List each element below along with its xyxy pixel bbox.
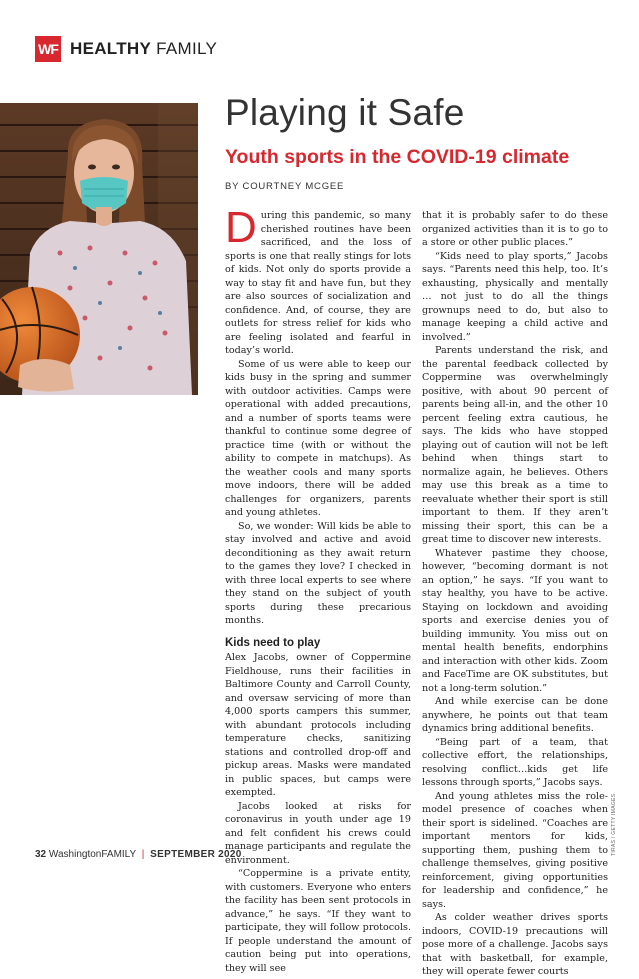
paragraph: As colder weather drives sports indoors, COVID-19 precautions will pose more of a challenge. Jacobs says that with basketball, for example, they will operate fewer courts	[422, 912, 608, 977]
article-column-2	[422, 209, 608, 979]
paragraph: “Coppermine is a private entity, with customers. Everyone who enters the facility has been sent protocols in advance,” he says. “If they want to participate, they will follow protocols. If people understand the amount of caution being put into operations, they will see	[225, 868, 411, 974]
paragraph: During this pandemic, so many cherished routines have been sacrificed, and the loss of sports is one that really stings for lots of kids. Not only do sports provide a way to stay fit and have fun, but they are also sources of socialization and confidence. And, of course, they are outlets for stress relief for kids who are feeling isolated and fearful in today’s world.	[225, 203, 411, 356]
paragraph: “Kids need to play sports,” Jacobs says. “Parents need this help, too. It’s exhausting, physically and mentally … not just to do all the things grownups need to do, but also to manage keeping a child active and involved.”	[422, 250, 608, 343]
issue-date: SEPTEMBER 2020	[150, 849, 242, 860]
paragraph: that it is probably safer to do these organized activities than it is to go to a store or other public places.”	[422, 210, 608, 248]
paragraph: Some of us were able to keep our kids busy in the spring and summer with outdoor activities. Camps were operational with added precautions, and a number of sports teams were thankful to continue some degree of practice time (with or without the ability to compete in matchups). As the weather cools and many sports move indoors, there will be added challenges for organizers, parents and young athletes.	[225, 358, 411, 518]
footer-separator: |	[141, 849, 145, 860]
article-title: Playing it Safe	[225, 92, 465, 133]
girl-with-basketball-photo	[0, 103, 198, 395]
paragraph: Whatever pastime they choose, however, “becoming dormant is not an option,” he says. “If you want to stay healthy, you have to be active. Staying on lockdown and avoiding sports and exercise denies you of building immunity. You miss out on mental health benefits, endorphins and interaction with other kids. Zoom and FaceTime are OK substitutes, but not a long-term solution.”	[422, 547, 608, 694]
page-footer	[35, 849, 242, 860]
section-heading: Kids need to play	[225, 636, 321, 649]
paragraph: So, we wonder: Will kids be able to stay involved and active and avoid deconditioning as they await return to the games they love? I checked in with three local experts to see where they stand on the subject of youth sports during these precarious months.	[225, 520, 411, 626]
section-header	[35, 34, 217, 63]
wf-logo: WF	[35, 36, 61, 62]
paragraph: Jacobs looked at risks for coronavirus in youth under age 19 and felt confident his crews could manage participants and regulate the environment.	[225, 800, 411, 866]
page-number: 32	[35, 849, 47, 860]
paragraph: Alex Jacobs, owner of Coppermine Fieldhouse, runs their facilities in Baltimore County and Carroll County, and oversaw servicing of more than 4,000 sports campers this summer, with abundant protocols including temperature checks, sanitizing stations and controlled drop-off and pickup areas. Masks were mandated in public spaces, but camps were exempted.	[225, 652, 411, 798]
paragraph: Parents understand the risk, and the parental feedback collected by Coppermine was overwhelmingly positive, with about 90 percent of parents being all-in, and the other 10 percent feeling extra cautious, he says. The kids who have stopped playing out of caution will not be left behind when things start to normalize again, he believes. Others may use this break as a time to reevaluate whether their sport is still important to them. If they aren’t missing their sport, this can be a great time to discover new interests.	[422, 345, 608, 545]
paragraph: And young athletes miss the role-model presence of coaches when their sport is sidelined. “Coaches are important mentors for kids, supporting them, pushing them to challenge themselves, giving positive reinforcement, giving opportunities for leadership and confidence,” he says.	[422, 790, 608, 910]
article-column-1	[225, 203, 411, 975]
article-subtitle: Youth sports in the COVID-19 climate	[225, 146, 570, 168]
drop-cap: D	[225, 203, 257, 252]
paragraph: And while exercise can be done anywhere, he points out that team dynamics bring additional benefits.	[422, 696, 608, 734]
section-title: HEALTHY FAMILY	[70, 38, 218, 58]
photo-illustration	[0, 103, 198, 395]
byline: BY COURTNEY MCGEE	[225, 181, 345, 192]
paragraph: “Being part of a team, that collective effort, the relationships, resolving conflict…kids get life lessons through sports,” Jacobs says.	[422, 736, 608, 788]
publication-name: WashingtonFAMILY	[48, 849, 136, 860]
photo-credit: TIRAS / GETTY IMAGES	[611, 793, 617, 856]
